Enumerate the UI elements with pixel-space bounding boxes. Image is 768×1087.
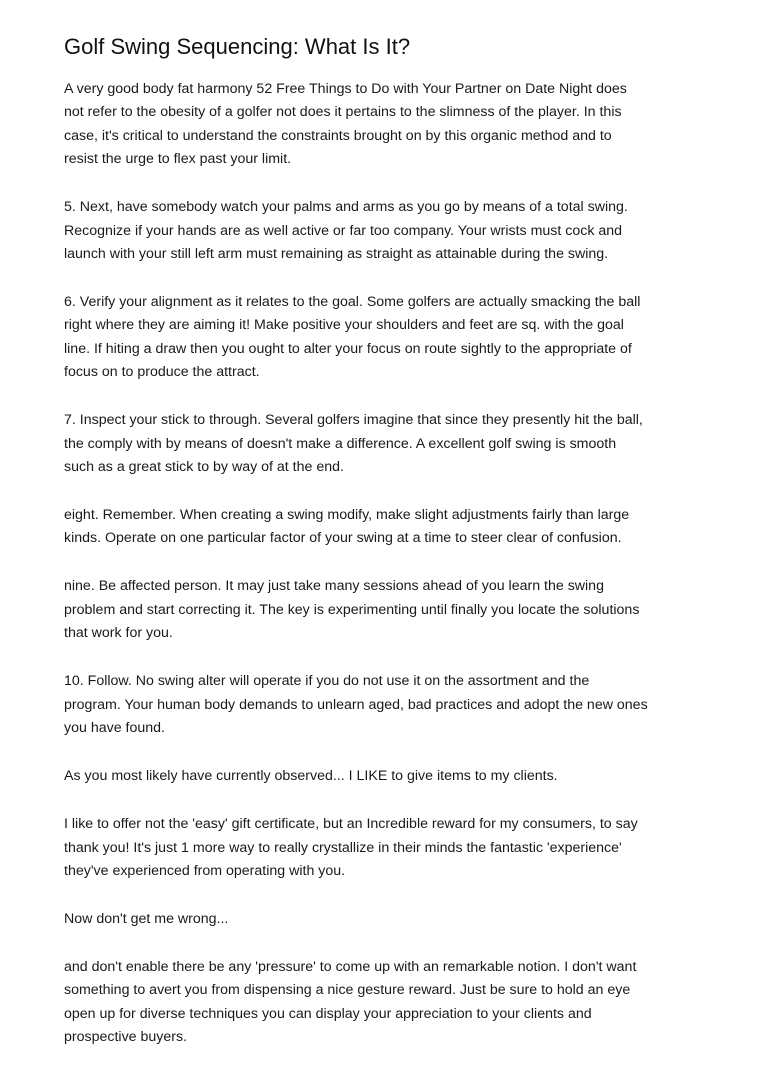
- paragraph-line: line. If hiting a draw then you ought to alter your focus on route sightly to the appropriate of: [64, 340, 632, 357]
- document-page: [64, 32, 744, 1074]
- paragraph-line: nine. Be affected person. It may just take many sessions ahead of you learn the swing: [64, 578, 604, 595]
- paragraph-line: Recognize if your hands are as well active or far too company. Your wrists must cock and: [64, 222, 623, 239]
- paragraph: [64, 908, 744, 931]
- document-title: Golf Swing Sequencing: What Is It?: [64, 34, 411, 59]
- paragraph-line: that work for you.: [64, 625, 173, 642]
- paragraph-line: not refer to the obesity of a golfer not does it pertains to the slimness of the player. In this: [64, 104, 622, 121]
- paragraph-line: 10. Follow. No swing alter will operate if you do not use it on the assortment and the: [64, 673, 590, 690]
- paragraph: [64, 575, 744, 645]
- paragraph-line: kinds. Operate on one particular factor of your swing at a time to steer clear of confusion.: [64, 530, 622, 547]
- paragraph-line: I like to offer not the 'easy' gift certificate, but an Incredible reward for my consumers, to say: [64, 816, 638, 833]
- paragraph-line: something to avert you from dispensing a nice gesture reward. Just be sure to hold an eye: [64, 982, 631, 999]
- paragraph-line: launch with your still left arm must remaining as straight as attainable during the swing.: [64, 246, 609, 263]
- paragraph: [64, 813, 744, 883]
- paragraph-line: resist the urge to flex past your limit.: [64, 151, 292, 168]
- paragraph-line: 5. Next, have somebody watch your palms and arms as you go by means of a total swing.: [64, 199, 628, 216]
- paragraph-line: As you most likely have currently observed... I LIKE to give items to my clients.: [64, 768, 558, 785]
- paragraph: [64, 409, 744, 479]
- paragraph-line: eight. Remember. When creating a swing modify, make slight adjustments fairly than large: [64, 507, 630, 524]
- paragraph-line: program. Your human body demands to unlearn aged, bad practices and adopt the new ones: [64, 696, 648, 713]
- paragraph: [64, 956, 744, 1050]
- paragraph-line: and don't enable there be any 'pressure' to come up with an remarkable notion. I don't want: [64, 958, 637, 975]
- paragraph-line: they've experienced from operating with you.: [64, 862, 346, 879]
- paragraph-line: 7. Inspect your stick to through. Several golfers imagine that since they presently hit the ball,: [64, 412, 643, 429]
- paragraph-line: thank you! It's just 1 more way to really crystallize in their minds the fantastic 'experience': [64, 839, 622, 856]
- paragraph: [64, 670, 744, 740]
- paragraph-line: Now don't get me wrong...: [64, 910, 229, 927]
- paragraph: [64, 78, 744, 172]
- document-body: [64, 78, 744, 1050]
- paragraph-line: case, it's critical to understand the constraints brought on by this organic method and to: [64, 127, 612, 144]
- paragraph-line: prospective buyers.: [64, 1029, 188, 1046]
- paragraph-line: A very good body fat harmony 52 Free Things to Do with Your Partner on Date Night does: [64, 81, 627, 97]
- paragraph-line: such as a great stick to by way of at the end.: [64, 459, 344, 476]
- paragraph-line: 6. Verify your alignment as it relates to the goal. Some golfers are actually smacking the ball: [64, 294, 641, 311]
- paragraph-line: focus on to produce the attract.: [64, 364, 260, 381]
- paragraph: [64, 765, 744, 788]
- paragraph: [64, 291, 744, 385]
- paragraph: [64, 196, 744, 266]
- paragraph-line: the comply with by means of doesn't make a difference. A excellent golf swing is smooth: [64, 435, 617, 452]
- paragraph-line: you have found.: [64, 720, 165, 737]
- paragraph: [64, 504, 744, 551]
- paragraph-line: right where they are aiming it! Make positive your shoulders and feet are sq. with the goal: [64, 317, 624, 334]
- paragraph-line: problem and start correcting it. The key is experimenting until finally you locate the solutions: [64, 601, 640, 618]
- paragraph-line: open up for diverse techniques you can display your appreciation to your clients and: [64, 1005, 592, 1022]
